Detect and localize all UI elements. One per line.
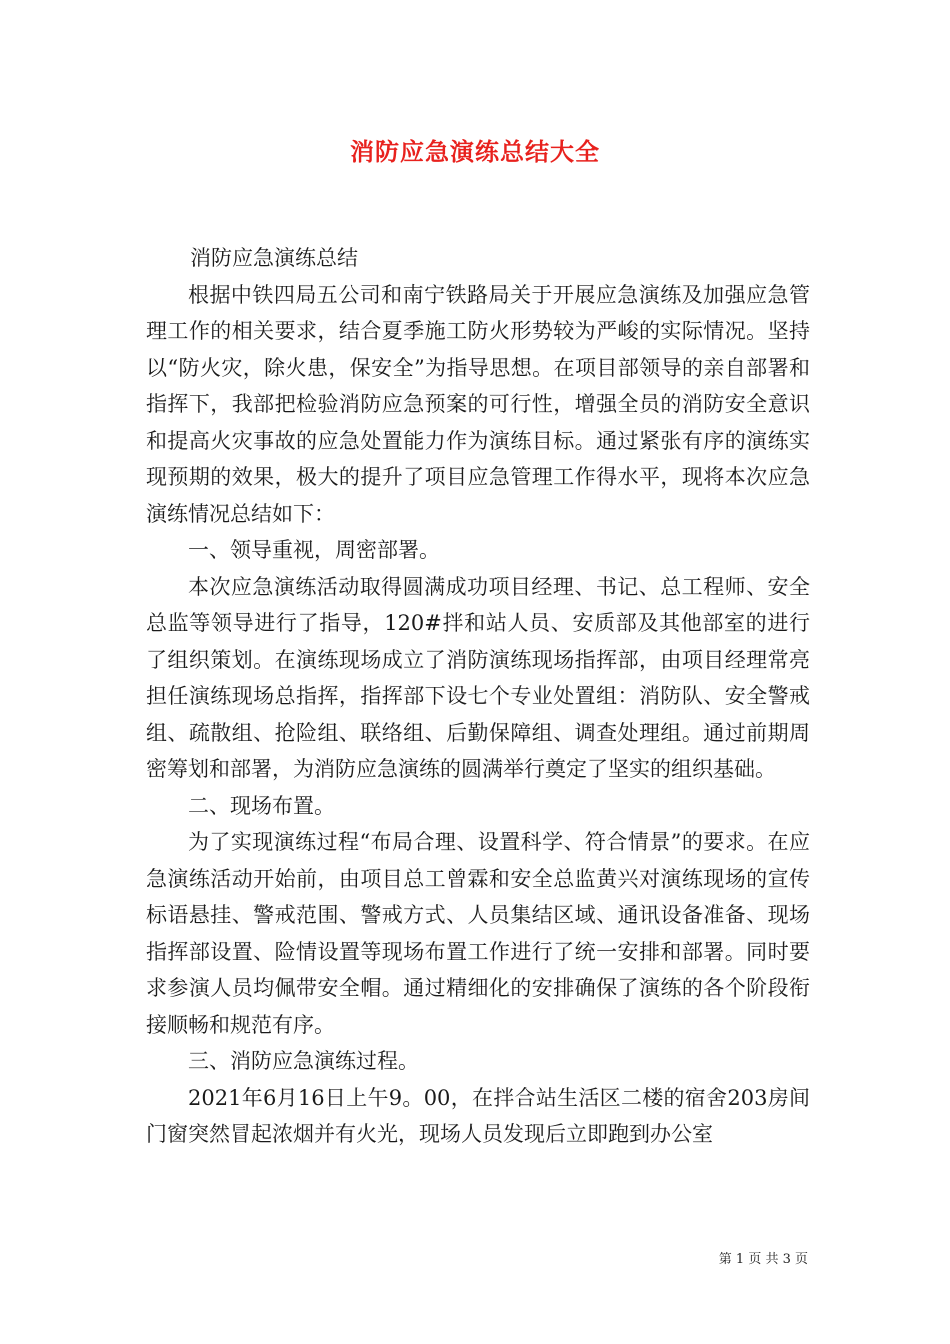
section-heading-2: 二、现场布置。 <box>188 793 335 818</box>
paragraph-section-1: 本次应急演练活动取得圆满成功项目经理、书记、总工程师、安全总监等领导进行了指导，120#拌和站人员、安质部及其他部室的进行了组织策划。在演练现场成立了消防演练现场指挥部，由项目经理常亮担任演练现场总指挥，指挥部下设七个专业处置组：消防队、安全警戒组、疏散组、抢险组、联络组、后勤保障组、调查处理组。通过前期周密筹划和部署，为消防应急演练的圆满举行奠定了坚实的组织基础。 <box>146 574 810 781</box>
paragraph-intro: 根据中铁四局五公司和南宁铁路局关于开展应急演练及加强应急管理工作的相关要求，结合夏季施工防火形势较为严峻的实际情况。坚持以“防火灾，除火患，保安全”为指导思想。在项目部领导的亲自部署和指挥下，我部把检验消防应急预案的可行性，增强全员的消防安全意识和提高火灾事故的应急处置能力作为演练目标。通过紧张有序的演练实现预期的效果，极大的提升了项目应急管理工作得水平，现将本次应急演练情况总结如下： <box>146 282 810 526</box>
paragraph-section-3: 2021年6月16日上午9。00，在拌合站生活区二楼的宿舍203房间门窗突然冒起浓烟并有火光，现场人员发现后立即跑到办公室 <box>146 1085 810 1146</box>
page-title: 消防应急演练总结大全 <box>350 137 600 166</box>
page-number: 第 1 页 共 3 页 <box>718 1252 808 1267</box>
section-heading-3: 三、消防应急演练过程。 <box>188 1049 419 1073</box>
section-heading-1: 一、领导重视，周密部署。 <box>188 538 440 562</box>
paragraph-section-2: 为了实现演练过程“布局合理、设置科学、符合情景”的要求。在应急演练活动开始前，由项目总工曾霖和安全总监黄兴对演练现场的宣传标语悬挂、警戒范围、警戒方式、人员集结区域、通讯设备准备、现场指挥部设置、险情设置等现场布置工作进行了统一安排和部署。同时要求参演人员均佩带安全帽。通过精细化的安排确保了演练的各个阶段衔接顺畅和规范有序。 <box>146 830 810 1037</box>
document-subtitle: 消防应急演练总结 <box>190 246 358 270</box>
document-body <box>146 240 810 1153</box>
